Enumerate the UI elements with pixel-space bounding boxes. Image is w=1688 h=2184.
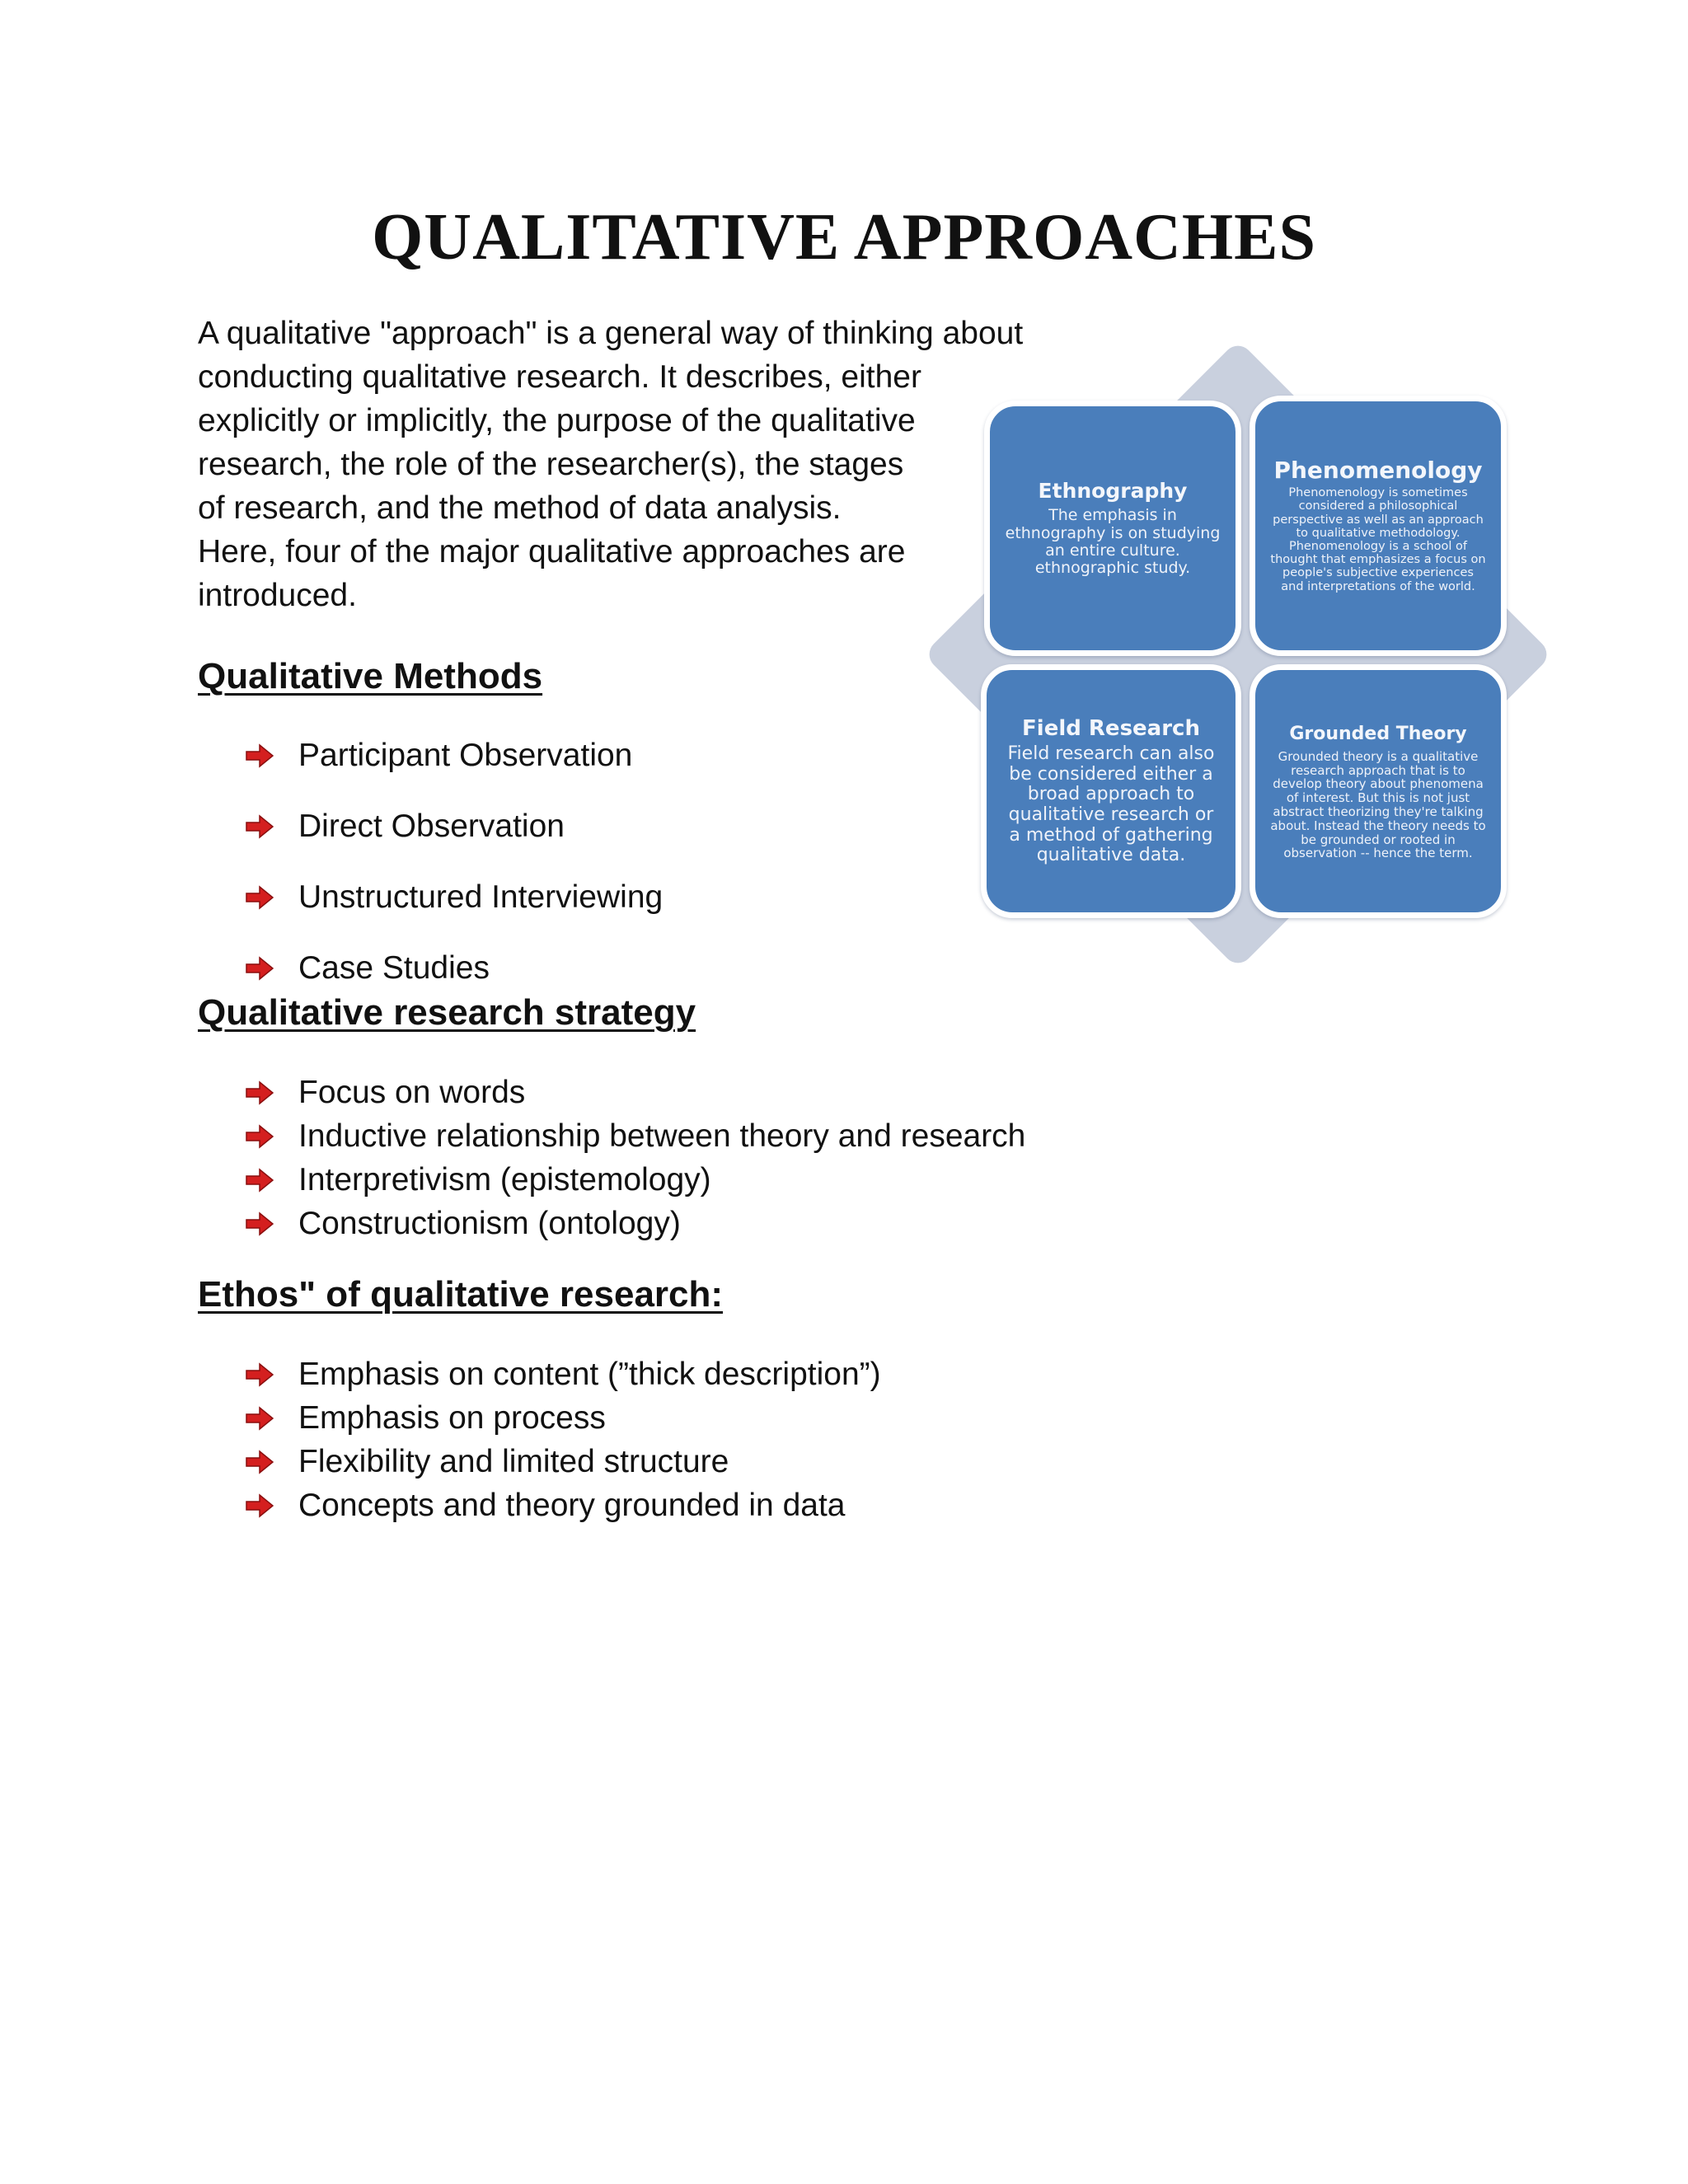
red-arrow-icon	[246, 1450, 274, 1474]
phenomenology-box	[1250, 396, 1507, 656]
list-item	[246, 1114, 1025, 1158]
list-item	[246, 1396, 881, 1440]
list-item-label: Direct Observation	[298, 808, 565, 844]
list-item-label: Constructionism (ontology)	[298, 1206, 681, 1241]
list-item	[246, 1071, 1025, 1114]
list-item-label: Flexibility and limited structure	[298, 1444, 729, 1479]
ethnography-box	[984, 401, 1241, 656]
grounded-theory-box	[1250, 664, 1507, 918]
list-item-label: Participant Observation	[298, 738, 633, 773]
list-item	[246, 791, 663, 862]
list-item-label: Concepts and theory grounded in data	[298, 1488, 846, 1523]
red-arrow-icon	[246, 743, 274, 768]
page-title: QUALITATIVE APPROACHES	[372, 201, 1316, 274]
list-item-label: Emphasis on content (”thick description”)	[298, 1357, 881, 1392]
grounded-theory-text: Grounded theory is a qualitative research approach that is to develop theory about phenomena of interest. But this is not just abstract theorizing they're talking about. Instead the theory needs to be grounded or rooted in observation -- hence the term.	[1270, 748, 1486, 861]
list-item	[246, 1352, 881, 1396]
red-arrow-icon	[246, 1493, 274, 1518]
ethos-list	[246, 1352, 881, 1527]
intro-line: conducting qualitative research. It describes, either	[198, 359, 921, 395]
ethos-heading: Ethos" of qualitative research:	[198, 1274, 724, 1315]
list-item	[246, 1158, 1025, 1202]
phenomenology-title: Phenomenology	[1273, 457, 1483, 485]
field-research-box	[981, 664, 1241, 918]
field-research-text: Field research can also be considered either a broad approach to qualitative research or a method of gathering qualitative data.	[1007, 743, 1215, 866]
list-item	[246, 720, 663, 791]
ethnography-title: Ethnography	[1038, 479, 1188, 504]
intro-line: A qualitative "approach" is a general way of thinking about	[198, 316, 1024, 351]
red-arrow-icon	[246, 1124, 274, 1149]
strategy-heading: Qualitative research strategy	[198, 992, 696, 1033]
intro-line: of research, and the method of data analysis.	[198, 490, 842, 526]
list-item	[246, 1202, 1025, 1245]
methods-heading: Qualitative Methods	[198, 656, 543, 696]
red-arrow-icon	[246, 1362, 274, 1387]
red-arrow-icon	[246, 1406, 274, 1431]
red-arrow-icon	[246, 814, 274, 839]
list-item-label: Case Studies	[298, 950, 490, 986]
list-item	[246, 862, 663, 933]
methods-list	[246, 720, 663, 1004]
intro-line: Here, four of the major qualitative approaches are	[198, 534, 906, 569]
approaches-diagram	[917, 335, 1568, 974]
ethnography-text: The emphasis in ethnography is on studying an entire culture. ethnographic study.	[1005, 506, 1221, 578]
list-item-label: Inductive relationship between theory and research	[298, 1118, 1026, 1154]
grounded-theory-title: Grounded Theory	[1289, 723, 1467, 744]
red-arrow-icon	[246, 1212, 274, 1236]
strategy-list	[246, 1071, 1025, 1245]
intro-line: introduced.	[198, 578, 357, 613]
list-item-label: Interpretivism (epistemology)	[298, 1162, 711, 1197]
list-item	[246, 1440, 881, 1483]
phenomenology-text: Phenomenology is sometimes considered a philosophical perspective as well as an approach to qualitative methodology. Phenomenology is a school of thought that emphasizes a focus on people's subjective experiences and interpretations of the world.	[1270, 486, 1486, 593]
list-item-label: Focus on words	[298, 1075, 526, 1110]
red-arrow-icon	[246, 956, 274, 981]
list-item	[246, 1483, 881, 1527]
list-item-label: Unstructured Interviewing	[298, 879, 663, 915]
field-research-title: Field Research	[1022, 716, 1200, 742]
red-arrow-icon	[246, 1080, 274, 1105]
list-item-label: Emphasis on process	[298, 1400, 606, 1436]
intro-paragraph	[198, 312, 1023, 617]
intro-line: explicitly or implicitly, the purpose of the qualitative	[198, 403, 916, 438]
intro-line: research, the role of the researcher(s), the stages	[198, 447, 904, 482]
red-arrow-icon	[246, 885, 274, 910]
red-arrow-icon	[246, 1168, 274, 1193]
